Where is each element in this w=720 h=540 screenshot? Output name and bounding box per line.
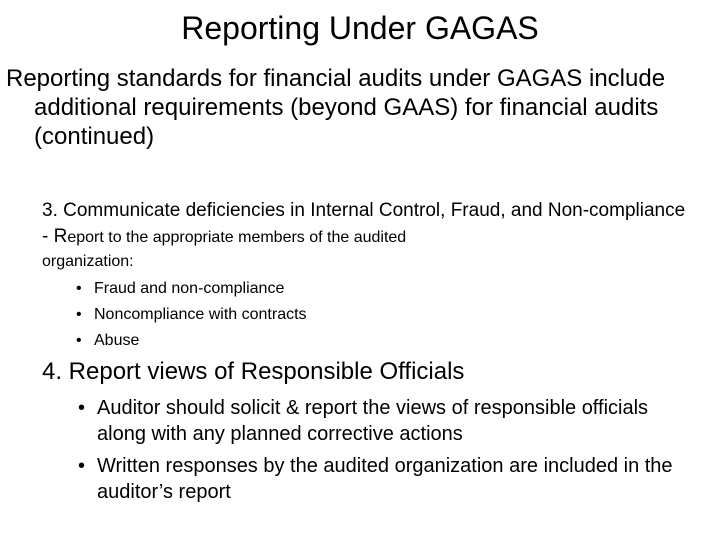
- list-item: [76, 328, 692, 354]
- point-4-bullet-list: [42, 395, 692, 505]
- point-3-heading-large: 3. Communicate deficiencies in Internal Control, Fraud, and Non-compliance - R: [42, 200, 686, 247]
- bullet-text: Written responses by the audited organization are included in the auditor’s report: [97, 455, 673, 503]
- slide-title: Reporting Under GAGAS: [181, 10, 539, 46]
- bullet-text: Abuse: [94, 332, 140, 349]
- point-4-section: [42, 357, 692, 511]
- point-3-heading-small: eport to the appropriate members of the audited: [67, 229, 407, 246]
- point-3-bullet-list: [42, 276, 692, 354]
- list-item: [78, 453, 692, 505]
- point-3-section: [42, 198, 692, 354]
- point-4-heading: 4. Report views of Responsible Officials: [42, 358, 465, 385]
- bullet-icon: •: [76, 280, 82, 297]
- bullet-icon: •: [78, 397, 86, 419]
- list-item: [78, 395, 692, 447]
- bullet-text: Fraud and non-compliance: [94, 280, 285, 297]
- bullet-icon: •: [76, 332, 82, 349]
- bullet-icon: •: [76, 306, 82, 323]
- intro-text: Reporting standards for financial audits under GAGAS include additional requirements (beyond GAAS) for financial audits (continued): [6, 65, 666, 150]
- bullet-text: Auditor should solicit & report the views of responsible officials along with any planned corrective actions: [97, 397, 649, 445]
- list-item: [76, 302, 692, 328]
- list-item: [76, 276, 692, 302]
- bullet-icon: •: [78, 455, 86, 477]
- point-3-heading-tail: organization:: [42, 253, 134, 270]
- point-3-heading: [42, 198, 692, 251]
- bullet-text: Noncompliance with contracts: [94, 306, 307, 323]
